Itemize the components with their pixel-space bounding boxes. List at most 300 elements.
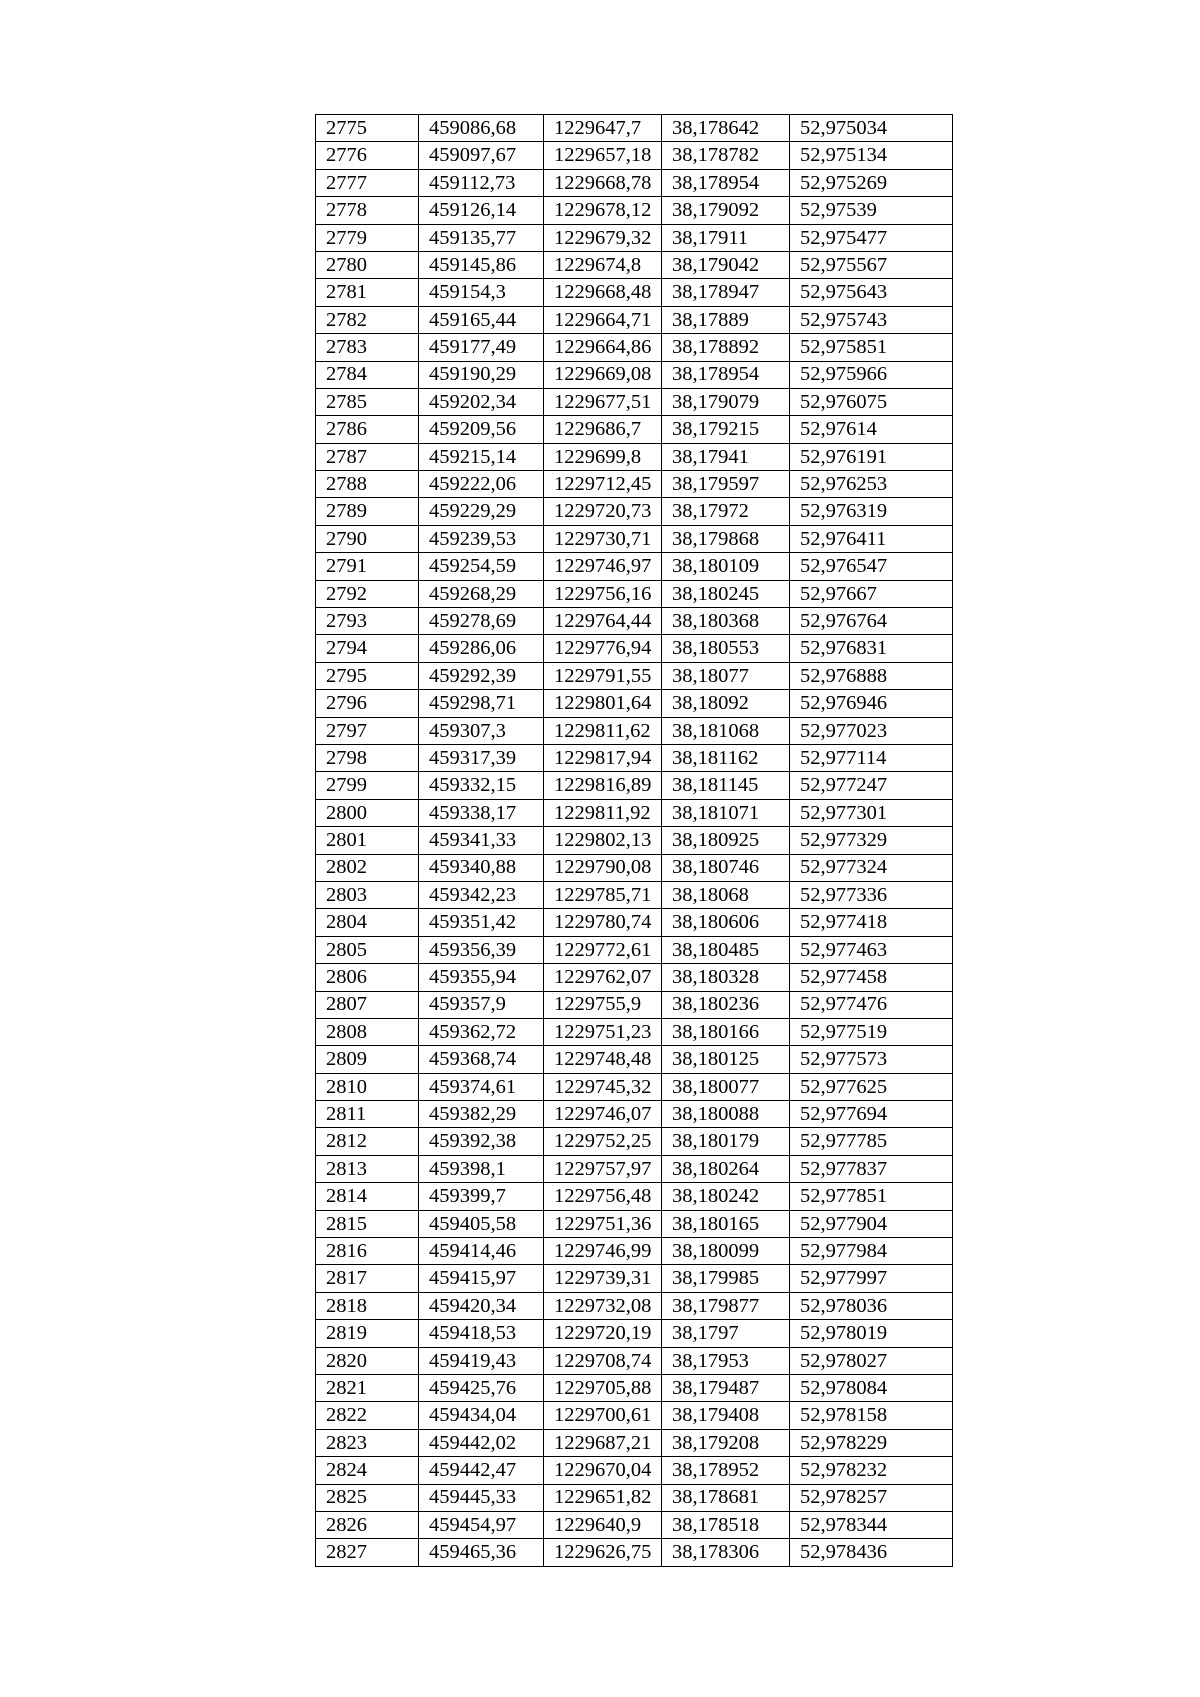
latitude-cell: 52,977458 xyxy=(790,964,953,991)
point-number-cell: 2823 xyxy=(316,1429,419,1456)
longitude-cell: 38,178952 xyxy=(662,1457,790,1484)
table-row xyxy=(316,662,953,689)
latitude-cell: 52,97539 xyxy=(790,197,953,224)
longitude-cell: 38,180109 xyxy=(662,553,790,580)
latitude-cell: 52,975034 xyxy=(790,115,953,142)
longitude-cell: 38,178681 xyxy=(662,1484,790,1511)
table-row xyxy=(316,279,953,306)
longitude-cell: 38,180242 xyxy=(662,1183,790,1210)
point-number-cell: 2810 xyxy=(316,1073,419,1100)
table-row xyxy=(316,334,953,361)
latitude-cell: 52,976946 xyxy=(790,690,953,717)
table-row xyxy=(316,635,953,662)
latitude-cell: 52,977625 xyxy=(790,1073,953,1100)
x-coordinate-cell: 459442,47 xyxy=(419,1457,544,1484)
x-coordinate-cell: 459222,06 xyxy=(419,471,544,498)
latitude-cell: 52,977114 xyxy=(790,744,953,771)
x-coordinate-cell: 459465,36 xyxy=(419,1539,544,1566)
table-row xyxy=(316,854,953,881)
table-row xyxy=(316,1457,953,1484)
latitude-cell: 52,977519 xyxy=(790,1018,953,1045)
y-coordinate-cell: 1229776,94 xyxy=(544,635,662,662)
point-number-cell: 2805 xyxy=(316,936,419,963)
latitude-cell: 52,977247 xyxy=(790,772,953,799)
point-number-cell: 2813 xyxy=(316,1155,419,1182)
table-row xyxy=(316,443,953,470)
x-coordinate-cell: 459239,53 xyxy=(419,525,544,552)
longitude-cell: 38,181162 xyxy=(662,744,790,771)
longitude-cell: 38,180264 xyxy=(662,1155,790,1182)
table-row xyxy=(316,1183,953,1210)
longitude-cell: 38,178782 xyxy=(662,142,790,169)
y-coordinate-cell: 1229705,88 xyxy=(544,1374,662,1401)
point-number-cell: 2820 xyxy=(316,1347,419,1374)
longitude-cell: 38,178518 xyxy=(662,1511,790,1538)
latitude-cell: 52,978257 xyxy=(790,1484,953,1511)
table-row xyxy=(316,608,953,635)
x-coordinate-cell: 459382,29 xyxy=(419,1101,544,1128)
point-number-cell: 2775 xyxy=(316,115,419,142)
table-row xyxy=(316,1128,953,1155)
x-coordinate-cell: 459368,74 xyxy=(419,1046,544,1073)
longitude-cell: 38,179042 xyxy=(662,251,790,278)
longitude-cell: 38,18077 xyxy=(662,662,790,689)
y-coordinate-cell: 1229739,31 xyxy=(544,1265,662,1292)
latitude-cell: 52,976831 xyxy=(790,635,953,662)
point-number-cell: 2819 xyxy=(316,1320,419,1347)
x-coordinate-cell: 459357,9 xyxy=(419,991,544,1018)
table-row xyxy=(316,1484,953,1511)
longitude-cell: 38,180088 xyxy=(662,1101,790,1128)
x-coordinate-cell: 459392,38 xyxy=(419,1128,544,1155)
point-number-cell: 2781 xyxy=(316,279,419,306)
point-number-cell: 2789 xyxy=(316,498,419,525)
table-row xyxy=(316,881,953,908)
point-number-cell: 2799 xyxy=(316,772,419,799)
coordinates-table xyxy=(315,114,953,1567)
longitude-cell: 38,179487 xyxy=(662,1374,790,1401)
x-coordinate-cell: 459202,34 xyxy=(419,388,544,415)
x-coordinate-cell: 459355,94 xyxy=(419,964,544,991)
table-row xyxy=(316,169,953,196)
longitude-cell: 38,180077 xyxy=(662,1073,790,1100)
longitude-cell: 38,178642 xyxy=(662,115,790,142)
y-coordinate-cell: 1229720,73 xyxy=(544,498,662,525)
latitude-cell: 52,976888 xyxy=(790,662,953,689)
x-coordinate-cell: 459398,1 xyxy=(419,1155,544,1182)
latitude-cell: 52,975643 xyxy=(790,279,953,306)
point-number-cell: 2801 xyxy=(316,827,419,854)
latitude-cell: 52,978344 xyxy=(790,1511,953,1538)
y-coordinate-cell: 1229752,25 xyxy=(544,1128,662,1155)
latitude-cell: 52,977023 xyxy=(790,717,953,744)
point-number-cell: 2802 xyxy=(316,854,419,881)
latitude-cell: 52,978084 xyxy=(790,1374,953,1401)
latitude-cell: 52,976191 xyxy=(790,443,953,470)
table-row xyxy=(316,936,953,963)
latitude-cell: 52,977984 xyxy=(790,1238,953,1265)
point-number-cell: 2803 xyxy=(316,881,419,908)
longitude-cell: 38,180236 xyxy=(662,991,790,1018)
longitude-cell: 38,180925 xyxy=(662,827,790,854)
table-row xyxy=(316,717,953,744)
y-coordinate-cell: 1229751,36 xyxy=(544,1210,662,1237)
x-coordinate-cell: 459165,44 xyxy=(419,306,544,333)
table-row xyxy=(316,1238,953,1265)
point-number-cell: 2782 xyxy=(316,306,419,333)
longitude-cell: 38,178306 xyxy=(662,1539,790,1566)
point-number-cell: 2817 xyxy=(316,1265,419,1292)
x-coordinate-cell: 459419,43 xyxy=(419,1347,544,1374)
latitude-cell: 52,975743 xyxy=(790,306,953,333)
longitude-cell: 38,178954 xyxy=(662,169,790,196)
table-row xyxy=(316,1046,953,1073)
point-number-cell: 2790 xyxy=(316,525,419,552)
longitude-cell: 38,179079 xyxy=(662,388,790,415)
x-coordinate-cell: 459405,58 xyxy=(419,1210,544,1237)
longitude-cell: 38,180165 xyxy=(662,1210,790,1237)
point-number-cell: 2825 xyxy=(316,1484,419,1511)
longitude-cell: 38,179208 xyxy=(662,1429,790,1456)
point-number-cell: 2800 xyxy=(316,799,419,826)
point-number-cell: 2783 xyxy=(316,334,419,361)
x-coordinate-cell: 459126,14 xyxy=(419,197,544,224)
y-coordinate-cell: 1229670,04 xyxy=(544,1457,662,1484)
point-number-cell: 2794 xyxy=(316,635,419,662)
longitude-cell: 38,180368 xyxy=(662,608,790,635)
table-row xyxy=(316,1292,953,1319)
x-coordinate-cell: 459298,71 xyxy=(419,690,544,717)
table-row xyxy=(316,1539,953,1566)
y-coordinate-cell: 1229730,71 xyxy=(544,525,662,552)
longitude-cell: 38,18068 xyxy=(662,881,790,908)
x-coordinate-cell: 459190,29 xyxy=(419,361,544,388)
longitude-cell: 38,179597 xyxy=(662,471,790,498)
point-number-cell: 2778 xyxy=(316,197,419,224)
x-coordinate-cell: 459145,86 xyxy=(419,251,544,278)
table-row xyxy=(316,416,953,443)
y-coordinate-cell: 1229669,08 xyxy=(544,361,662,388)
longitude-cell: 38,179215 xyxy=(662,416,790,443)
y-coordinate-cell: 1229756,48 xyxy=(544,1183,662,1210)
table-row xyxy=(316,115,953,142)
latitude-cell: 52,97667 xyxy=(790,580,953,607)
y-coordinate-cell: 1229755,9 xyxy=(544,991,662,1018)
x-coordinate-cell: 459177,49 xyxy=(419,334,544,361)
y-coordinate-cell: 1229677,51 xyxy=(544,388,662,415)
point-number-cell: 2793 xyxy=(316,608,419,635)
y-coordinate-cell: 1229647,7 xyxy=(544,115,662,142)
table-row xyxy=(316,1265,953,1292)
point-number-cell: 2786 xyxy=(316,416,419,443)
point-number-cell: 2816 xyxy=(316,1238,419,1265)
point-number-cell: 2811 xyxy=(316,1101,419,1128)
latitude-cell: 52,977336 xyxy=(790,881,953,908)
table-row xyxy=(316,1155,953,1182)
y-coordinate-cell: 1229802,13 xyxy=(544,827,662,854)
y-coordinate-cell: 1229816,89 xyxy=(544,772,662,799)
y-coordinate-cell: 1229745,32 xyxy=(544,1073,662,1100)
latitude-cell: 52,978019 xyxy=(790,1320,953,1347)
latitude-cell: 52,978027 xyxy=(790,1347,953,1374)
latitude-cell: 52,977694 xyxy=(790,1101,953,1128)
y-coordinate-cell: 1229757,97 xyxy=(544,1155,662,1182)
point-number-cell: 2787 xyxy=(316,443,419,470)
longitude-cell: 38,179868 xyxy=(662,525,790,552)
x-coordinate-cell: 459356,39 xyxy=(419,936,544,963)
longitude-cell: 38,17911 xyxy=(662,224,790,251)
table-row xyxy=(316,690,953,717)
point-number-cell: 2824 xyxy=(316,1457,419,1484)
latitude-cell: 52,977324 xyxy=(790,854,953,881)
latitude-cell: 52,976253 xyxy=(790,471,953,498)
x-coordinate-cell: 459086,68 xyxy=(419,115,544,142)
x-coordinate-cell: 459317,39 xyxy=(419,744,544,771)
table-row xyxy=(316,388,953,415)
table-row xyxy=(316,1402,953,1429)
x-coordinate-cell: 459278,69 xyxy=(419,608,544,635)
x-coordinate-cell: 459286,06 xyxy=(419,635,544,662)
point-number-cell: 2796 xyxy=(316,690,419,717)
table-row xyxy=(316,498,953,525)
latitude-cell: 52,977997 xyxy=(790,1265,953,1292)
point-number-cell: 2812 xyxy=(316,1128,419,1155)
x-coordinate-cell: 459445,33 xyxy=(419,1484,544,1511)
point-number-cell: 2809 xyxy=(316,1046,419,1073)
y-coordinate-cell: 1229686,7 xyxy=(544,416,662,443)
table-row xyxy=(316,1210,953,1237)
longitude-cell: 38,180485 xyxy=(662,936,790,963)
longitude-cell: 38,180125 xyxy=(662,1046,790,1073)
longitude-cell: 38,180553 xyxy=(662,635,790,662)
latitude-cell: 52,976075 xyxy=(790,388,953,415)
x-coordinate-cell: 459292,39 xyxy=(419,662,544,689)
coordinates-table-body xyxy=(316,115,953,1567)
y-coordinate-cell: 1229678,12 xyxy=(544,197,662,224)
x-coordinate-cell: 459112,73 xyxy=(419,169,544,196)
point-number-cell: 2792 xyxy=(316,580,419,607)
table-row xyxy=(316,1320,953,1347)
longitude-cell: 38,181071 xyxy=(662,799,790,826)
x-coordinate-cell: 459338,17 xyxy=(419,799,544,826)
y-coordinate-cell: 1229679,32 xyxy=(544,224,662,251)
table-row xyxy=(316,1429,953,1456)
longitude-cell: 38,180245 xyxy=(662,580,790,607)
point-number-cell: 2826 xyxy=(316,1511,419,1538)
latitude-cell: 52,975269 xyxy=(790,169,953,196)
x-coordinate-cell: 459342,23 xyxy=(419,881,544,908)
y-coordinate-cell: 1229780,74 xyxy=(544,909,662,936)
longitude-cell: 38,181145 xyxy=(662,772,790,799)
latitude-cell: 52,978158 xyxy=(790,1402,953,1429)
table-row xyxy=(316,142,953,169)
latitude-cell: 52,977837 xyxy=(790,1155,953,1182)
y-coordinate-cell: 1229640,9 xyxy=(544,1511,662,1538)
point-number-cell: 2779 xyxy=(316,224,419,251)
x-coordinate-cell: 459362,72 xyxy=(419,1018,544,1045)
x-coordinate-cell: 459374,61 xyxy=(419,1073,544,1100)
latitude-cell: 52,977418 xyxy=(790,909,953,936)
table-row xyxy=(316,224,953,251)
table-row xyxy=(316,525,953,552)
x-coordinate-cell: 459418,53 xyxy=(419,1320,544,1347)
point-number-cell: 2814 xyxy=(316,1183,419,1210)
x-coordinate-cell: 459215,14 xyxy=(419,443,544,470)
point-number-cell: 2808 xyxy=(316,1018,419,1045)
y-coordinate-cell: 1229762,07 xyxy=(544,964,662,991)
x-coordinate-cell: 459332,15 xyxy=(419,772,544,799)
point-number-cell: 2827 xyxy=(316,1539,419,1566)
table-row xyxy=(316,1018,953,1045)
longitude-cell: 38,179877 xyxy=(662,1292,790,1319)
x-coordinate-cell: 459341,33 xyxy=(419,827,544,854)
table-row xyxy=(316,909,953,936)
x-coordinate-cell: 459434,04 xyxy=(419,1402,544,1429)
x-coordinate-cell: 459454,97 xyxy=(419,1511,544,1538)
table-row xyxy=(316,1374,953,1401)
point-number-cell: 2785 xyxy=(316,388,419,415)
y-coordinate-cell: 1229708,74 xyxy=(544,1347,662,1374)
y-coordinate-cell: 1229687,21 xyxy=(544,1429,662,1456)
x-coordinate-cell: 459442,02 xyxy=(419,1429,544,1456)
x-coordinate-cell: 459097,67 xyxy=(419,142,544,169)
latitude-cell: 52,977463 xyxy=(790,936,953,963)
table-row xyxy=(316,772,953,799)
y-coordinate-cell: 1229751,23 xyxy=(544,1018,662,1045)
longitude-cell: 38,178892 xyxy=(662,334,790,361)
y-coordinate-cell: 1229801,64 xyxy=(544,690,662,717)
point-number-cell: 2821 xyxy=(316,1374,419,1401)
latitude-cell: 52,978036 xyxy=(790,1292,953,1319)
table-row xyxy=(316,1101,953,1128)
point-number-cell: 2788 xyxy=(316,471,419,498)
table-row xyxy=(316,471,953,498)
x-coordinate-cell: 459229,29 xyxy=(419,498,544,525)
x-coordinate-cell: 459351,42 xyxy=(419,909,544,936)
table-row xyxy=(316,1347,953,1374)
longitude-cell: 38,180328 xyxy=(662,964,790,991)
latitude-cell: 52,975567 xyxy=(790,251,953,278)
y-coordinate-cell: 1229720,19 xyxy=(544,1320,662,1347)
point-number-cell: 2822 xyxy=(316,1402,419,1429)
y-coordinate-cell: 1229791,55 xyxy=(544,662,662,689)
y-coordinate-cell: 1229790,08 xyxy=(544,854,662,881)
y-coordinate-cell: 1229700,61 xyxy=(544,1402,662,1429)
longitude-cell: 38,17941 xyxy=(662,443,790,470)
x-coordinate-cell: 459415,97 xyxy=(419,1265,544,1292)
y-coordinate-cell: 1229811,92 xyxy=(544,799,662,826)
y-coordinate-cell: 1229764,44 xyxy=(544,608,662,635)
table-row xyxy=(316,197,953,224)
table-row xyxy=(316,580,953,607)
longitude-cell: 38,180746 xyxy=(662,854,790,881)
point-number-cell: 2777 xyxy=(316,169,419,196)
y-coordinate-cell: 1229817,94 xyxy=(544,744,662,771)
y-coordinate-cell: 1229668,78 xyxy=(544,169,662,196)
latitude-cell: 52,977851 xyxy=(790,1183,953,1210)
latitude-cell: 52,977573 xyxy=(790,1046,953,1073)
x-coordinate-cell: 459399,7 xyxy=(419,1183,544,1210)
y-coordinate-cell: 1229664,71 xyxy=(544,306,662,333)
y-coordinate-cell: 1229657,18 xyxy=(544,142,662,169)
longitude-cell: 38,180099 xyxy=(662,1238,790,1265)
table-row xyxy=(316,991,953,1018)
x-coordinate-cell: 459154,3 xyxy=(419,279,544,306)
x-coordinate-cell: 459135,77 xyxy=(419,224,544,251)
y-coordinate-cell: 1229772,61 xyxy=(544,936,662,963)
latitude-cell: 52,975851 xyxy=(790,334,953,361)
y-coordinate-cell: 1229664,86 xyxy=(544,334,662,361)
y-coordinate-cell: 1229712,45 xyxy=(544,471,662,498)
longitude-cell: 38,17953 xyxy=(662,1347,790,1374)
latitude-cell: 52,97614 xyxy=(790,416,953,443)
longitude-cell: 38,1797 xyxy=(662,1320,790,1347)
y-coordinate-cell: 1229756,16 xyxy=(544,580,662,607)
latitude-cell: 52,977301 xyxy=(790,799,953,826)
x-coordinate-cell: 459340,88 xyxy=(419,854,544,881)
y-coordinate-cell: 1229626,75 xyxy=(544,1539,662,1566)
point-number-cell: 2780 xyxy=(316,251,419,278)
longitude-cell: 38,178954 xyxy=(662,361,790,388)
y-coordinate-cell: 1229651,82 xyxy=(544,1484,662,1511)
latitude-cell: 52,975477 xyxy=(790,224,953,251)
point-number-cell: 2798 xyxy=(316,744,419,771)
table-row xyxy=(316,744,953,771)
y-coordinate-cell: 1229674,8 xyxy=(544,251,662,278)
y-coordinate-cell: 1229746,99 xyxy=(544,1238,662,1265)
x-coordinate-cell: 459254,59 xyxy=(419,553,544,580)
y-coordinate-cell: 1229699,8 xyxy=(544,443,662,470)
longitude-cell: 38,17972 xyxy=(662,498,790,525)
point-number-cell: 2815 xyxy=(316,1210,419,1237)
latitude-cell: 52,978436 xyxy=(790,1539,953,1566)
latitude-cell: 52,976764 xyxy=(790,608,953,635)
latitude-cell: 52,977476 xyxy=(790,991,953,1018)
latitude-cell: 52,977785 xyxy=(790,1128,953,1155)
longitude-cell: 38,180606 xyxy=(662,909,790,936)
y-coordinate-cell: 1229746,97 xyxy=(544,553,662,580)
longitude-cell: 38,180166 xyxy=(662,1018,790,1045)
table-row xyxy=(316,799,953,826)
longitude-cell: 38,179985 xyxy=(662,1265,790,1292)
longitude-cell: 38,181068 xyxy=(662,717,790,744)
latitude-cell: 52,978232 xyxy=(790,1457,953,1484)
x-coordinate-cell: 459209,56 xyxy=(419,416,544,443)
point-number-cell: 2806 xyxy=(316,964,419,991)
table-row xyxy=(316,251,953,278)
table-row xyxy=(316,1073,953,1100)
y-coordinate-cell: 1229748,48 xyxy=(544,1046,662,1073)
latitude-cell: 52,977329 xyxy=(790,827,953,854)
longitude-cell: 38,180179 xyxy=(662,1128,790,1155)
x-coordinate-cell: 459307,3 xyxy=(419,717,544,744)
table-row xyxy=(316,306,953,333)
y-coordinate-cell: 1229811,62 xyxy=(544,717,662,744)
point-number-cell: 2804 xyxy=(316,909,419,936)
table-row xyxy=(316,964,953,991)
longitude-cell: 38,178947 xyxy=(662,279,790,306)
table-row xyxy=(316,553,953,580)
y-coordinate-cell: 1229785,71 xyxy=(544,881,662,908)
point-number-cell: 2784 xyxy=(316,361,419,388)
latitude-cell: 52,976319 xyxy=(790,498,953,525)
longitude-cell: 38,18092 xyxy=(662,690,790,717)
point-number-cell: 2795 xyxy=(316,662,419,689)
longitude-cell: 38,17889 xyxy=(662,306,790,333)
latitude-cell: 52,977904 xyxy=(790,1210,953,1237)
table-row xyxy=(316,361,953,388)
latitude-cell: 52,976411 xyxy=(790,525,953,552)
